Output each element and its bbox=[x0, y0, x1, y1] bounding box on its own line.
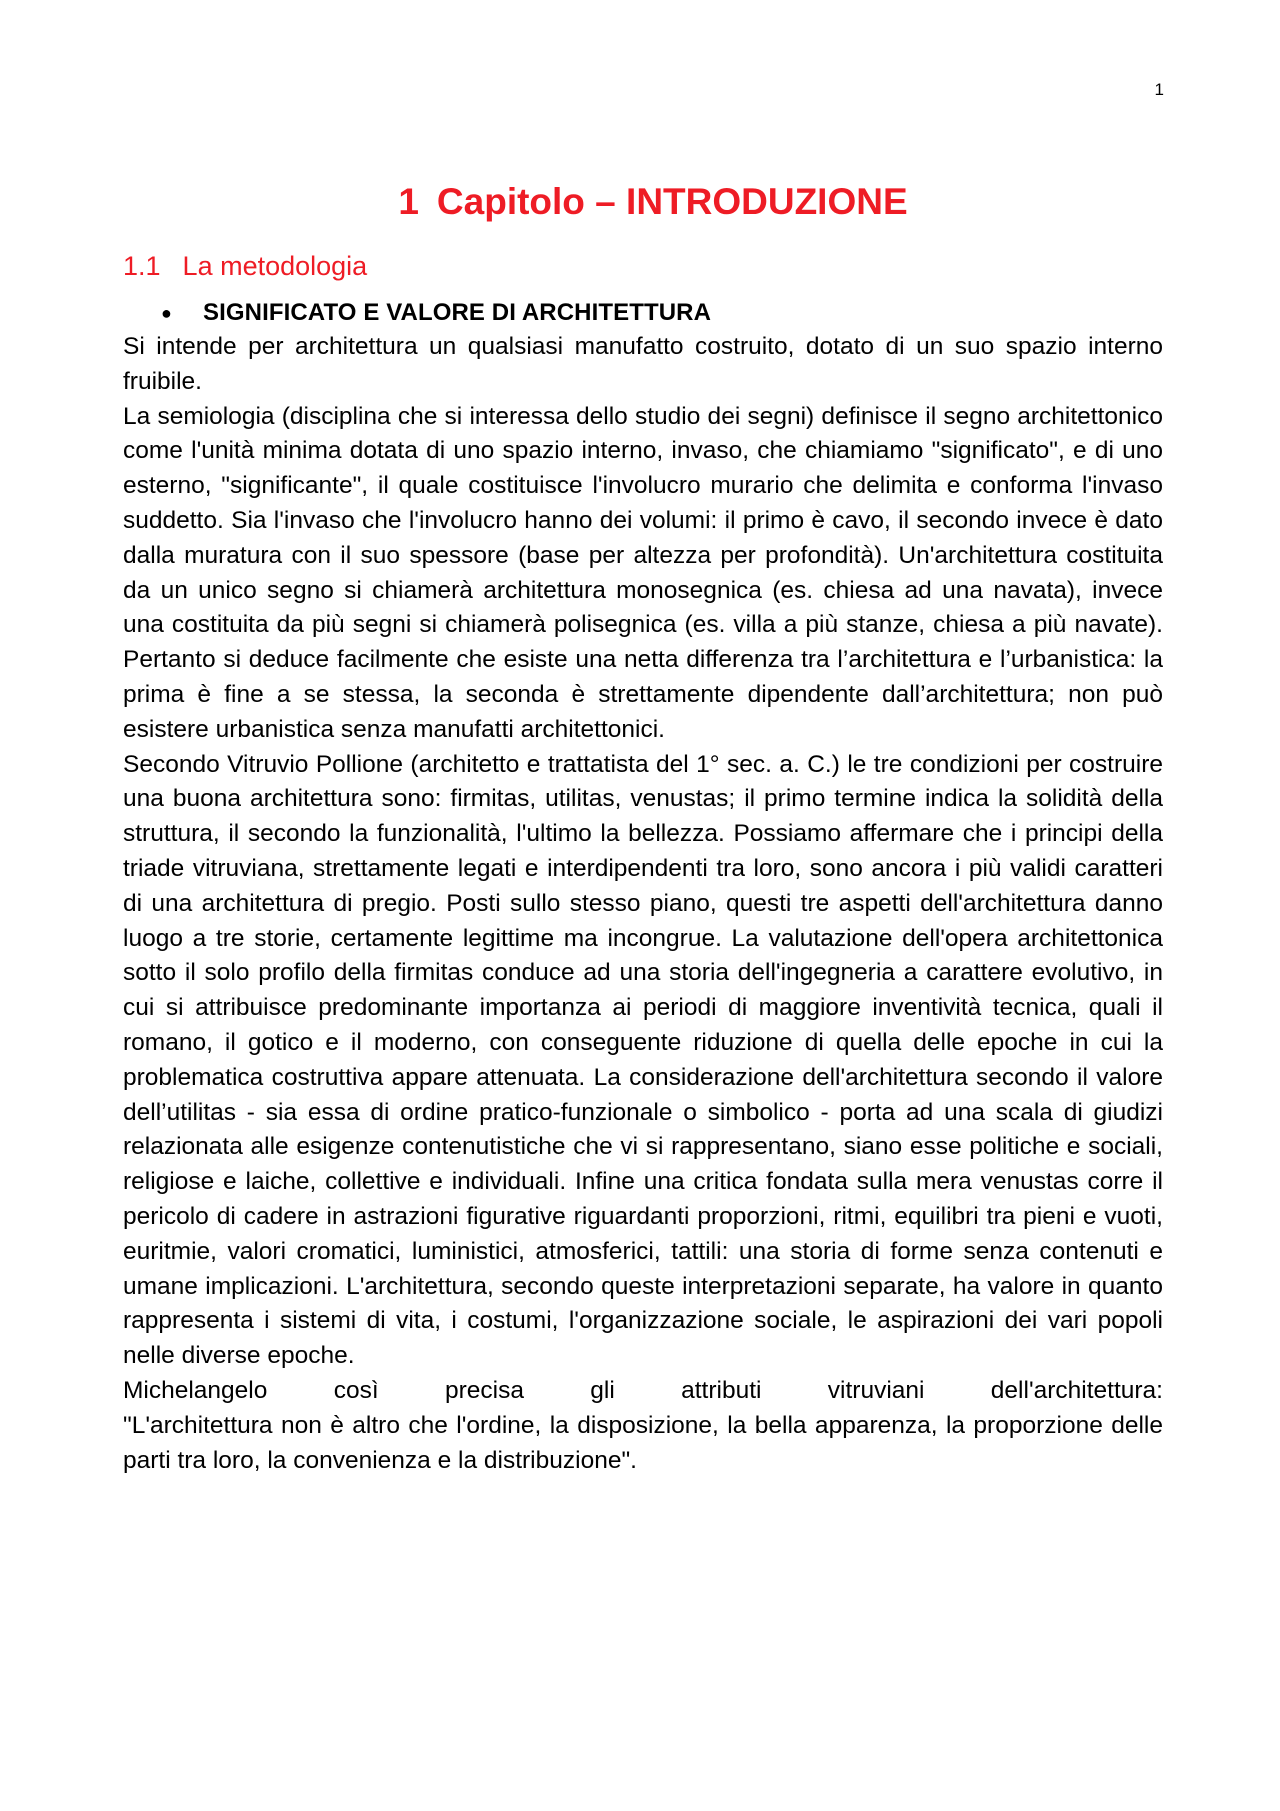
paragraph-michelangelo-quote: "L'architettura non è altro che l'ordine, la disposizione, la bella apparenza, la proporzione delle parti tra loro, la convenienza e la distribuzione". bbox=[123, 1411, 1163, 1474]
paragraph-vitruvius: Secondo Vitruvio Pollione (architetto e trattatista del 1° sec. a. C.) le tre condizioni per costruire una buona architettura sono: firmitas, utilitas, venustas; il primo termine indica la solidità della struttura, il secondo la funzionalità, l'ultimo la bellezza. Possiamo affermare che i principi della triade vitruviana, strettamente legati e interdipendenti tra loro, sono ancora i più validi caratteri di una architettura di pregio. Posti sullo stesso piano, questi tre aspetti dell'architettura danno luogo a tre storie, certamente legittime ma incongrue. La valutazione dell'opera architettonica sotto il solo profilo della firmitas conduce ad una storia dell'ingegneria a carattere evolutivo, in cui si attribuisce predominante importanza ai periodi di maggiore inventività tecnica, quali il romano, il gotico e il moderno, con conseguente riduzione di quella delle epoche in cui la problematica costruttiva appare attenuata. La considerazione dell'architettura secondo il valore dell’utilitas - sia essa di ordine pratico-funzionale o simbolico - porta ad una scala di giudizi relazionata alle esigenze contenutistiche che vi si rappresentano, siano esse politiche e sociali, religiose e laiche, collettive e individuali. Infine una critica fondata sulla mera venustas corre il pericolo di cadere in astrazioni figurative riguardanti proporzioni, ritmi, equilibri tra pieni e vuoti, euritmie, valori cromatici, luministici, atmosferici, tattili: una storia di forme senza contenuti e umane implicazioni. L'architettura, secondo queste interpretazioni separate, ha valore in quanto rappresenta i sistemi di vita, i costumi, l'organizzazione sociale, le aspirazioni dei vari popoli nelle diverse epoche. bbox=[123, 750, 1163, 1370]
chapter-number: 1 bbox=[398, 181, 419, 222]
paragraph-michelangelo-intro: Michelangelo così precisa gli attributi vitruviani dell'architettura: bbox=[123, 1376, 1163, 1404]
section-number: 1.1 bbox=[123, 251, 161, 281]
paragraph-semiology: La semiologia (disciplina che si interessa dello studio dei segni) definisce il segno architettonico come l'unità minima dotata di uno spazio interno, invaso, che chiamiamo "significato", e di uno esterno, "significante", il quale costituisce l'involucro murario che delimita e conforma l'invaso suddetto. Sia l'invaso che l'involucro hanno dei volumi: il primo è cavo, il secondo invece è dato dalla muratura con il suo spessore (base per altezza per profondità). Un'architettura costituita da un unico segno si chiamerà architettura monosegnica (es. chiesa ad una navata), invece una costituita da più segni si chiamerà polisegnica (es. villa a più stanze, chiesa a più navate). Pertanto si deduce facilmente che esiste una netta differenza tra l’architettura e l’urbanistica: la prima è fine a se stessa, la seconda è strettamente dipendente dall’architettura; non può esistere urbanistica senza manufatti architettonici. bbox=[123, 402, 1163, 743]
document-body bbox=[123, 178, 1163, 1478]
chapter-title-text: Capitolo – INTRODUZIONE bbox=[436, 181, 908, 222]
section-title-text: La metodologia bbox=[182, 251, 368, 281]
paragraph-definition: Si intende per architettura un qualsiasi manufatto costruito, dotato di un suo spazio interno fruibile. bbox=[123, 333, 1163, 395]
section-title bbox=[123, 248, 1163, 284]
page-number: 1 bbox=[1154, 80, 1164, 99]
bullet-heading-text: SIGNIFICATO E VALORE DI ARCHITETTURA bbox=[203, 299, 712, 326]
bullet-icon: ● bbox=[161, 303, 172, 323]
bullet-heading bbox=[123, 296, 1163, 330]
chapter-title bbox=[123, 178, 1163, 226]
